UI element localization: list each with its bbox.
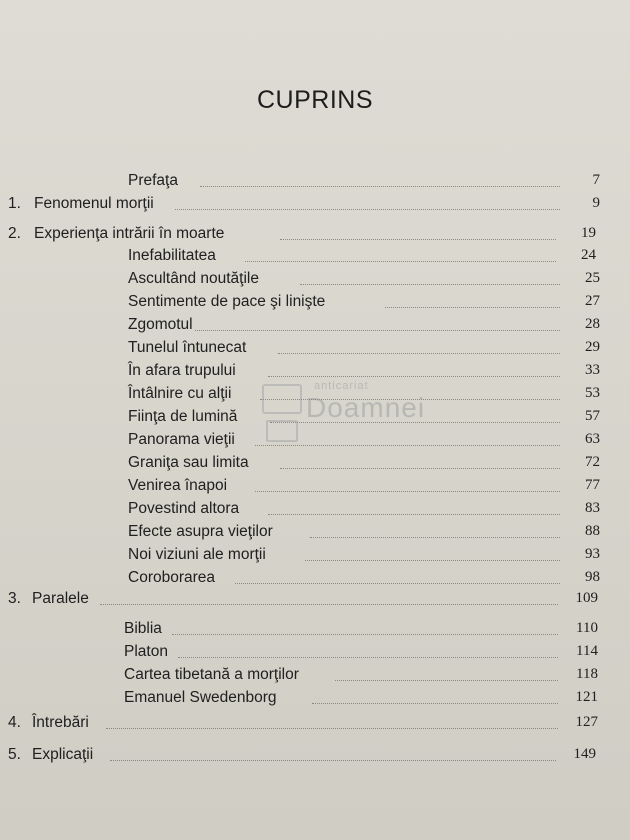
toc-entry: [8, 500, 600, 522]
toc-entry: [8, 590, 598, 612]
toc-entry: [8, 270, 600, 292]
entry-label: Inefabilitatea: [128, 247, 216, 264]
watermark-small-text: anticariat: [314, 380, 369, 392]
toc-entry: [8, 293, 600, 315]
page-number: 29: [585, 339, 600, 355]
page-number: 118: [576, 666, 598, 682]
page-number: 63: [585, 431, 600, 447]
toc-entry: [8, 247, 596, 269]
entry-label: Graniţa sau limita: [128, 454, 249, 471]
dot-leader: [280, 468, 560, 469]
page-number: 28: [585, 316, 600, 332]
entry-label: Biblia: [124, 620, 162, 637]
page-number: 110: [576, 620, 598, 636]
entry-label: Explicaţii: [32, 746, 94, 763]
page-number: 93: [585, 546, 600, 562]
entry-label: În afara trupului: [128, 362, 236, 379]
chapter-number: 5.: [8, 746, 21, 763]
dot-leader: [175, 209, 560, 210]
entry-label: Povestind altora: [128, 500, 240, 517]
chapter-number: 4.: [8, 714, 21, 731]
entry-label: Tunelul întunecat: [128, 339, 247, 356]
toc-entry: [8, 385, 600, 407]
page-number: 114: [576, 643, 598, 659]
dot-leader: [278, 353, 560, 354]
toc-entry: [8, 225, 596, 247]
toc-entry: [8, 666, 598, 688]
dot-leader: [195, 330, 560, 331]
toc-entry: [8, 477, 600, 499]
dot-leader: [385, 307, 560, 308]
toc-entry: [8, 746, 596, 768]
toc-entry: [8, 546, 600, 568]
dot-leader: [280, 239, 556, 240]
entry-label: Coroborarea: [128, 569, 216, 586]
dot-leader: [300, 284, 560, 285]
page-number: 149: [573, 746, 596, 762]
entry-label: Sentimente de pace şi linişte: [128, 293, 326, 310]
dot-leader: [260, 399, 560, 400]
page-number: 121: [575, 689, 598, 705]
page-number: 25: [585, 270, 600, 286]
toc-entry: [8, 569, 600, 591]
chapter-number: 2.: [8, 225, 21, 242]
page-number: 57: [585, 408, 600, 424]
page-number: 7: [592, 172, 600, 188]
toc-entry: [8, 195, 600, 217]
dot-leader: [310, 537, 560, 538]
dot-leader: [172, 634, 558, 635]
dot-leader: [110, 760, 556, 761]
dot-leader: [312, 703, 558, 704]
entry-label: Prefaţa: [128, 172, 178, 189]
page-number: 98: [585, 569, 600, 585]
page-number: 19: [581, 225, 596, 241]
page-number: 72: [585, 454, 600, 470]
entry-label: Fiinţa de lumină: [128, 408, 238, 425]
dot-leader: [106, 728, 558, 729]
page-number: 83: [585, 500, 600, 516]
dot-leader: [268, 514, 560, 515]
toc-entry: [8, 523, 600, 545]
toc-entry: [8, 454, 600, 476]
dot-leader: [268, 376, 560, 377]
page-number: 27: [585, 293, 600, 309]
toc-entry: [8, 339, 600, 361]
page-number: 88: [585, 523, 600, 539]
dot-leader: [255, 491, 560, 492]
toc-entry: [8, 316, 600, 338]
entry-label: Efecte asupra vieţilor: [128, 523, 273, 540]
entry-label: Platon: [124, 643, 168, 660]
dot-leader: [235, 583, 560, 584]
chapter-number: 1.: [8, 195, 21, 212]
toc-entry: [8, 362, 600, 384]
entry-label: Experienţa intrării în moarte: [34, 225, 225, 242]
toc-entry: [8, 431, 600, 453]
toc-entry: [8, 408, 600, 430]
page-number: 53: [585, 385, 600, 401]
entry-label: Emanuel Swedenborg: [124, 689, 277, 706]
page-number: 33: [585, 362, 600, 378]
toc-entry: [8, 620, 598, 642]
page-number: 24: [581, 247, 596, 263]
entry-label: Panorama vieţii: [128, 431, 235, 448]
page-title: CUPRINS: [256, 86, 373, 114]
entry-label: Fenomenul morţii: [34, 195, 154, 212]
entry-label: Întrebări: [32, 714, 89, 731]
entry-label: Venirea înapoi: [128, 477, 228, 494]
watermark-big-text: Doamnei: [306, 392, 426, 423]
page-number: 127: [575, 714, 598, 730]
dot-leader: [178, 657, 558, 658]
dot-leader: [335, 680, 558, 681]
dot-leader: [305, 560, 560, 561]
chapter-number: 3.: [8, 590, 21, 607]
toc-entry: [8, 172, 600, 194]
entry-label: Paralele: [32, 590, 89, 607]
toc-entry: [8, 643, 598, 665]
entry-label: Ascultând noutăţile: [128, 270, 259, 287]
toc-entry: [8, 714, 598, 736]
page-number: 9: [592, 195, 600, 211]
dot-leader: [245, 261, 556, 262]
dot-leader: [270, 422, 560, 423]
page-number: 77: [585, 477, 600, 493]
dot-leader: [255, 445, 560, 446]
entry-label: Întâlnire cu alţii: [128, 385, 232, 402]
page-number: 109: [575, 590, 598, 606]
dot-leader: [100, 604, 558, 605]
entry-label: Noi viziuni ale morţii: [128, 546, 266, 563]
dot-leader: [200, 186, 560, 187]
entry-label: Zgomotul: [128, 316, 193, 333]
entry-label: Cartea tibetană a morţilor: [124, 666, 299, 683]
toc-entry: [8, 689, 598, 711]
